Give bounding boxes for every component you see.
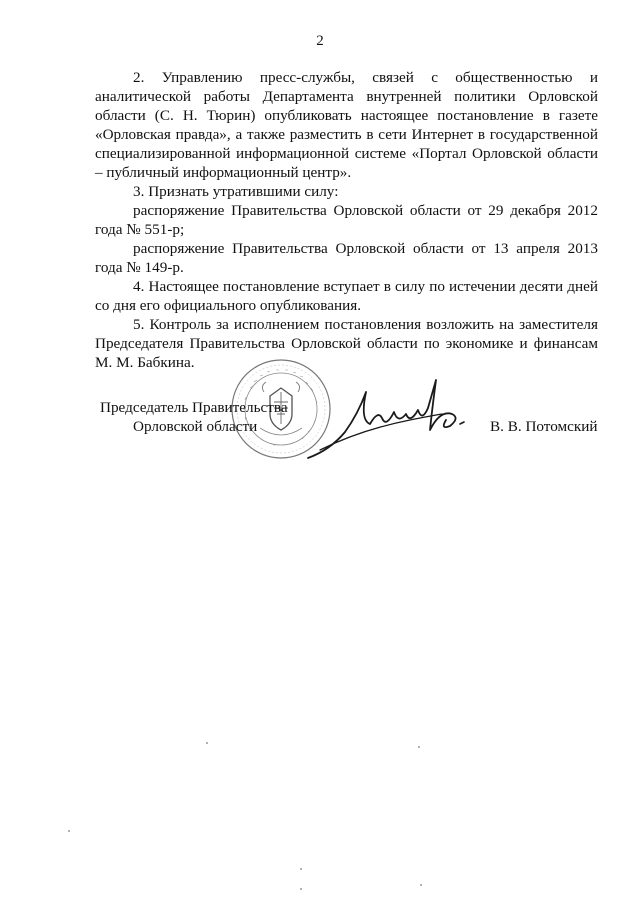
signatory-title-line2: Орловской области <box>133 418 258 435</box>
signatory-name: В. В. Потомский <box>490 418 598 435</box>
document-body <box>95 68 598 372</box>
paragraph-4: 4. Настоящее постановление вступает в силу по истечении десяти дней со дня его официального опубликования. <box>95 278 598 314</box>
scan-speck <box>418 746 420 748</box>
paragraph-5: 5. Контроль за исполнением постановления возложить на заместителя Председателя Правительства Орловской области по экономике и финансам М. М. Бабкина. <box>95 316 598 371</box>
scan-speck <box>300 888 302 890</box>
paragraph-3-item-2: распоряжение Правительства Орловской области от 13 апреля 2013 года № 149-р. <box>95 240 598 276</box>
scan-speck <box>300 868 302 870</box>
scan-speck <box>420 884 422 886</box>
paragraph-3: 3. Признать утратившими силу: <box>133 183 339 200</box>
scan-speck <box>206 742 208 744</box>
scan-speck <box>68 830 70 832</box>
page-number: 2 <box>316 33 324 49</box>
paragraph-2: 2. Управлению пресс-службы, связей с общественностью и аналитической работы Департамента внутренней политики Орловской области (С. Н. Тюрин) опубликовать настоящее постановление в газете «Орловская правда», а также разместить в сети Интернет в государственной специализированной информационной системе «Портал Орловской области – публичный информационный центр». <box>95 69 598 181</box>
paragraph-3-item-1: распоряжение Правительства Орловской области от 29 декабря 2012 года № 551-р; <box>95 202 598 238</box>
signatory-title <box>100 398 288 436</box>
handwritten-signature <box>300 370 480 470</box>
signatory-title-line1: Председатель Правительства <box>100 399 288 416</box>
